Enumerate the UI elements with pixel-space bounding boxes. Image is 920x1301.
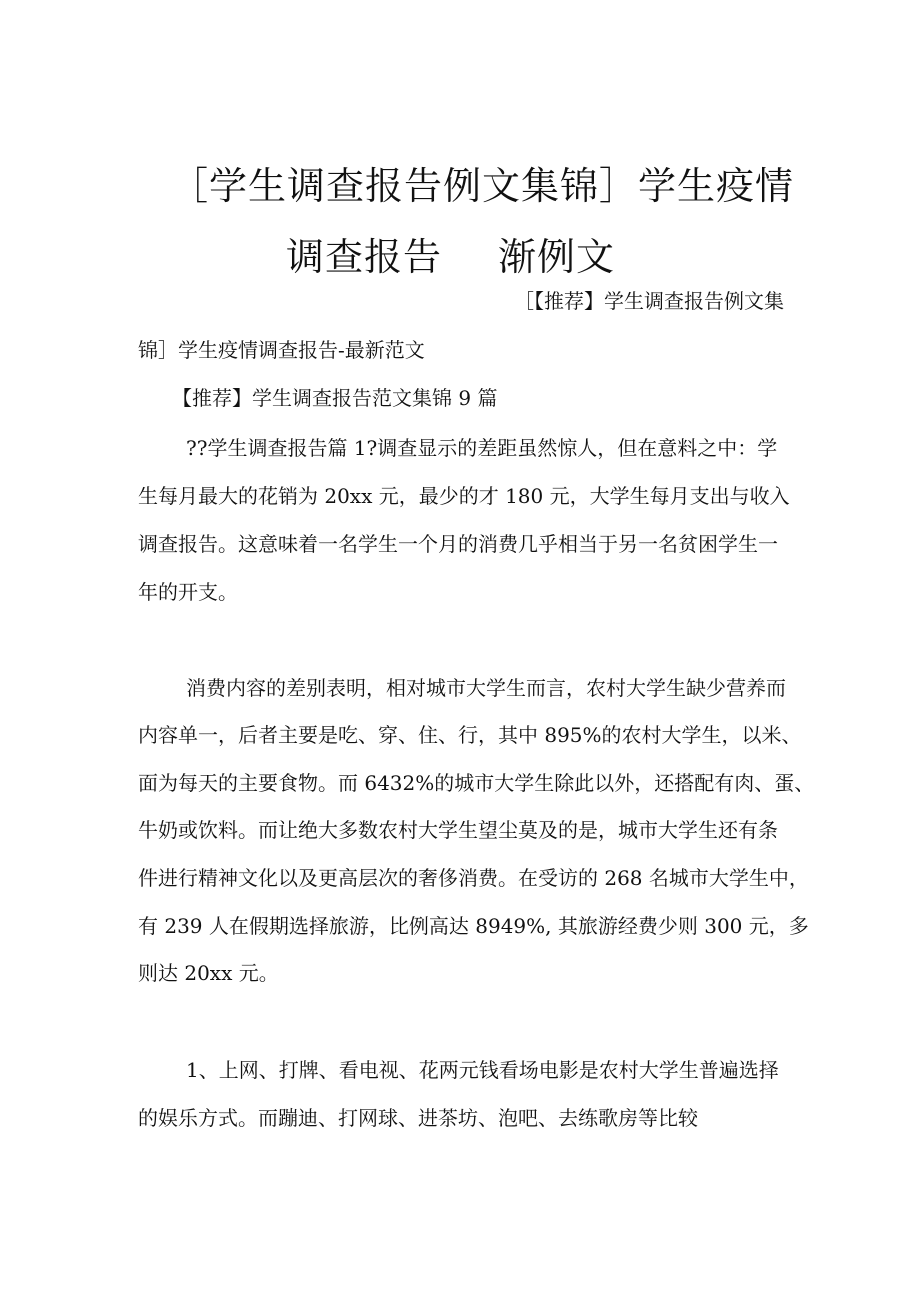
title-line-2 [286, 226, 615, 281]
paragraph-2-line-5: 件进行精神文化以及更高层次的奢侈消费。在受访的 268 名城市大学生中， [138, 866, 809, 890]
paragraph-2-line-7: 则达 20xx 元。 [138, 961, 279, 985]
title-line-2-part-a: 调查报告 [286, 235, 443, 279]
paragraph-2-line-3: 面为每天的主要食物。而 6432%的城市大学生除此以外，还搭配有肉、蛋、 [138, 771, 815, 795]
paragraph-2-line-2: 内容单一，后者主要是吃、穿、住、行，其中 895%的农村大学生，以米、 [138, 723, 802, 747]
paragraph-2-line-1: 消费内容的差别表明，相对城市大学生而言，农村大学生缺少营养而 [186, 676, 786, 700]
intro-line: 【推荐】学生调查报告范文集锦 9 篇 [172, 386, 498, 410]
paragraph-3-line-1: 1、上网、打牌、看电视、花两元钱看场电影是农村大学生普遍选择 [186, 1058, 779, 1082]
paragraph-2-line-4: 牛奶或饮料。而让绝大多数农村大学生望尘莫及的是，城市大学生还有条 [138, 818, 778, 842]
subtitle-line-2: 锦］学生疫情调查报告-最新范文 [138, 338, 425, 362]
title-line-2-part-b: 渐例文 [498, 235, 616, 279]
subtitle-line-1: ［【推荐】学生调查报告例文集 [514, 289, 784, 313]
paragraph-1-line-2: 生每月最大的花销为 20xx 元，最少的才 180 元，大学生每月支出与收入 [138, 484, 790, 508]
paragraph-2-line-6: 有 239 人在假期选择旅游，比例高达 8949%, 其旅游经费少则 300 元，多 [138, 914, 809, 938]
paragraph-1-line-1: ??学生调查报告篇 1?调查显示的差距虽然惊人，但在意料之中：学 [186, 436, 778, 460]
paragraph-3-line-2: 的娱乐方式。而蹦迪、打网球、进茶坊、泡吧、去练歌房等比较 [138, 1106, 698, 1130]
paragraph-1-line-4: 年的开支。 [138, 580, 238, 604]
paragraph-1-line-3: 调查报告。这意味着一名学生一个月的消费几乎相当于另一名贫困学生一 [138, 532, 778, 556]
title-line-1: ［学生调查报告例文集锦］学生疫情 [170, 164, 795, 208]
